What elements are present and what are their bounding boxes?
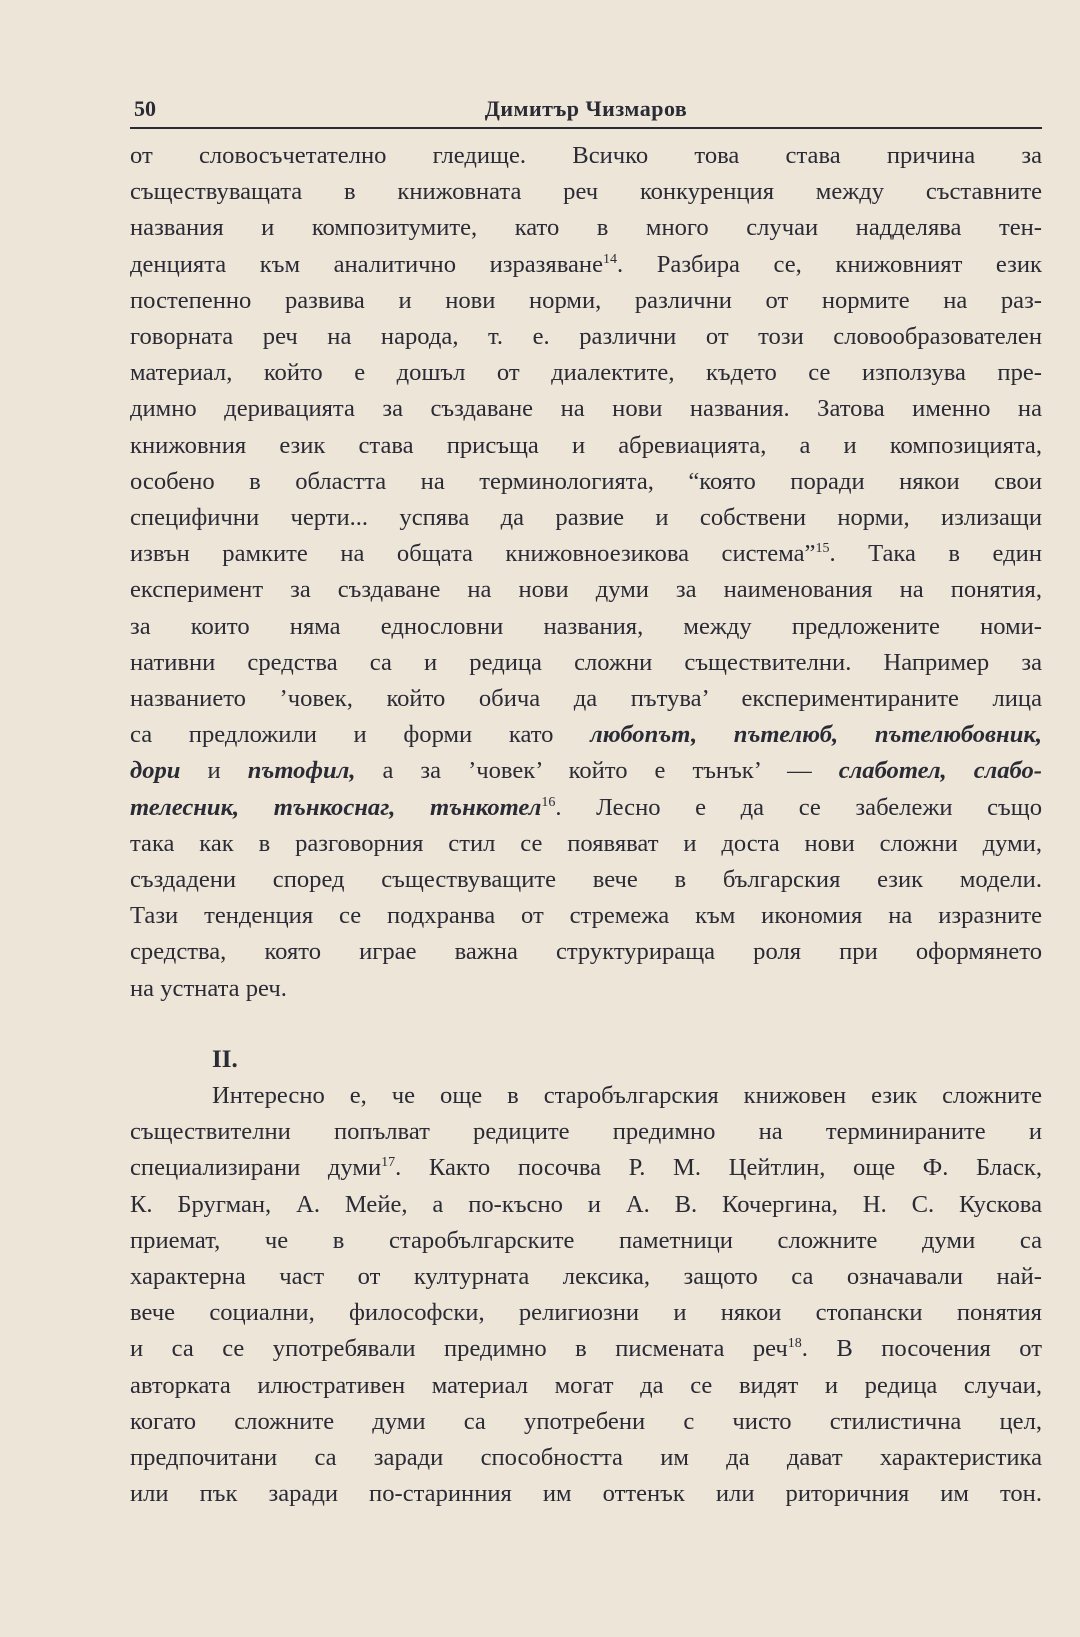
header-rule	[130, 127, 1042, 129]
text-line: постепенно развива и нови норми, различни от нормите на раз-	[130, 286, 1042, 314]
text-line: така как в разговорния стил се появяват и доста нови сложни думи,	[130, 829, 1042, 857]
text-line: денцията към аналитично изразяване$^{14}$. Разбира се, книжовният език	[130, 250, 1042, 278]
paragraph-2	[130, 1078, 1042, 1512]
text-line: Тази тенденция се подхранва от стремежа към икономия на изразните	[130, 902, 1042, 930]
text-line: названия и композитумите, като в много случаи надделява тен-	[130, 214, 1042, 242]
text-line: за които няма еднословни названия, между предложените номи-	[130, 612, 1042, 640]
text-line: извън рамките на общата книжовноезикова система”$^{15}$. Така в един	[130, 540, 1042, 568]
text-line: материал, който е дошъл от диалектите, където се използува пре-	[130, 359, 1042, 387]
italic-term: телесник, тънкоснаг, тънкотел	[130, 793, 542, 821]
text-line: и са се употребявали предимно в писмената реч$^{18}$. В посочения от	[130, 1335, 1042, 1363]
text-line: авторката илюстративен материал могат да се видят и редица случаи,	[130, 1371, 1042, 1399]
text-line: книжовния език става присъща и абревиацията, а и композицията,	[130, 431, 1042, 459]
italic-term: дори	[130, 757, 181, 785]
text-line: създадени според съществуващите вече в българския език модели.	[130, 866, 1042, 894]
text-line: специализирани думи$^{17}$. Както посочва Р. М. Цейтлин, още Ф. Бласк,	[130, 1154, 1042, 1182]
text-line: съществуващата в книжовната реч конкуренция между съставните	[130, 178, 1042, 206]
footnote-ref-16: 16	[541, 794, 556, 810]
page-number: 50	[134, 96, 156, 121]
text-line: нативни средства са и редица сложни съществителни. Например за	[130, 648, 1042, 676]
text-line: експеримент за създаване на нови думи за наименования на понятия,	[130, 576, 1042, 604]
text-line: Интересно е, че още в старобългарския книжовен език сложните	[212, 1082, 1042, 1110]
body-text	[130, 138, 1042, 1513]
footnote-ref-14: 14	[602, 251, 617, 267]
text-line: вече социални, философски, религиозни и някои стопански понятия	[130, 1299, 1042, 1327]
footnote-ref-15: 15	[815, 541, 830, 557]
text-line: съществителни попълват редиците предимно на терминираните и	[130, 1118, 1042, 1146]
paragraph-1	[130, 138, 1042, 1007]
text-line: К. Бругман, А. Мейе, а по-късно и А. В. Кочергина, Н. С. Кускова	[130, 1190, 1042, 1218]
text-line: от словосъчетателно гледище. Всичко това става причина за	[130, 142, 1042, 169]
text-line: са предложили и форми като любопът, пътелюб, пътелюбовник,	[130, 721, 1042, 749]
footnote-ref-17: 17	[381, 1155, 396, 1171]
text-line: характерна част от културната лексика, защото са означавали най-	[130, 1263, 1042, 1291]
footnote-ref-18: 18	[787, 1336, 802, 1352]
text-line: особено в областта на терминологията, “която поради някои свои	[130, 467, 1042, 495]
text-line: на устната реч.	[130, 974, 287, 1002]
text-line: дори и пътофил, а за ’човек’ който е тънък’ — слаботел, слабо-	[130, 757, 1042, 785]
text-line: телесник, тънкоснаг, тънкотел$^{16}$. Лесно е да се забележи също	[130, 793, 1042, 821]
text-line: предпочитани са заради способността им да дават характеристика	[130, 1444, 1042, 1472]
text-line: или пък заради по-старинния им оттенък или риторичния им тон.	[130, 1480, 1042, 1508]
italic-term: пътофил,	[247, 757, 356, 785]
text-line: приемат, че в старобългарските паметници сложните думи са	[130, 1226, 1042, 1254]
text-line: средства, която играе важна структурираща роля при оформянето	[130, 938, 1042, 966]
running-head: Димитър Чизмаров	[484, 96, 688, 121]
text-line: димно деривацията за създаване на нови названия. Затова именно на	[130, 395, 1042, 423]
text-line: названието ’човек, който обича да пътува’ експериментираните лица	[130, 685, 1042, 713]
text-line: говорната реч на народа, т. е. различни от този словообразователен	[130, 323, 1042, 351]
italic-term: любопът, пътелюб, пътелюбовник,	[590, 721, 1042, 749]
text-line: когато сложните думи са употребени с чисто стилистична цел,	[130, 1407, 1042, 1435]
italic-term: слаботел, слабо-	[838, 757, 1042, 785]
section-heading: II.	[212, 1045, 238, 1073]
page-header	[130, 96, 1042, 130]
text-line: специфични черти... успява да развие и собствени норми, излизащи	[130, 504, 1042, 532]
